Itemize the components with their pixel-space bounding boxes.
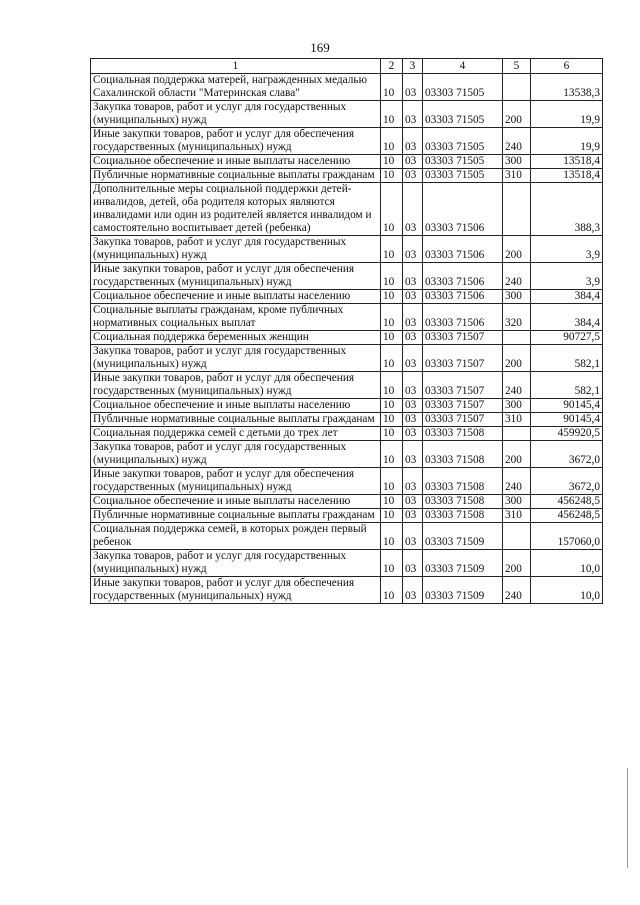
row-subsection-cell: 03 bbox=[403, 345, 423, 372]
row-amount-cell: 582,1 bbox=[531, 345, 603, 372]
row-section-cell: 10 bbox=[381, 74, 403, 101]
row-expense-type-cell: 310 bbox=[503, 169, 531, 183]
row-section-cell: 10 bbox=[381, 427, 403, 441]
row-name-cell: Публичные нормативные социальные выплаты гражданам bbox=[91, 509, 381, 523]
row-expense-type-cell: 300 bbox=[503, 495, 531, 509]
row-subsection-cell: 03 bbox=[403, 372, 423, 399]
table-row bbox=[91, 523, 603, 550]
column-header: 5 bbox=[503, 59, 531, 74]
row-name-cell: Социальная поддержка матерей, награжденных медалью Сахалинской области "Материнская слава" bbox=[91, 74, 381, 101]
row-subsection-cell: 03 bbox=[403, 441, 423, 468]
row-section-cell: 10 bbox=[381, 236, 403, 263]
row-subsection-cell: 03 bbox=[403, 550, 423, 577]
row-target-code-cell: 03303 71508 bbox=[423, 495, 503, 509]
row-name-cell: Публичные нормативные социальные выплаты гражданам bbox=[91, 413, 381, 427]
row-subsection-cell: 03 bbox=[403, 427, 423, 441]
row-subsection-cell: 03 bbox=[403, 413, 423, 427]
row-amount-cell: 13518,4 bbox=[531, 169, 603, 183]
table-row bbox=[91, 155, 603, 169]
row-name-cell: Иные закупки товаров, работ и услуг для обеспечения государственных (муниципальных) нужд bbox=[91, 263, 381, 290]
row-name-cell: Закупка товаров, работ и услуг для государственных (муниципальных) нужд bbox=[91, 236, 381, 263]
table-row bbox=[91, 509, 603, 523]
row-target-code-cell: 03303 71505 bbox=[423, 128, 503, 155]
table-row bbox=[91, 468, 603, 495]
row-section-cell: 10 bbox=[381, 128, 403, 155]
row-target-code-cell: 03303 71509 bbox=[423, 577, 503, 604]
row-section-cell: 10 bbox=[381, 101, 403, 128]
row-subsection-cell: 03 bbox=[403, 399, 423, 413]
row-amount-cell: 384,4 bbox=[531, 290, 603, 304]
table-row bbox=[91, 413, 603, 427]
row-section-cell: 10 bbox=[381, 468, 403, 495]
row-amount-cell: 157060,0 bbox=[531, 523, 603, 550]
row-amount-cell: 90727,5 bbox=[531, 331, 603, 345]
row-section-cell: 10 bbox=[381, 304, 403, 331]
row-target-code-cell: 03303 71506 bbox=[423, 183, 503, 236]
row-expense-type-cell: 310 bbox=[503, 413, 531, 427]
row-section-cell: 10 bbox=[381, 577, 403, 604]
table-row bbox=[91, 236, 603, 263]
table-row bbox=[91, 345, 603, 372]
column-header: 6 bbox=[531, 59, 603, 74]
row-subsection-cell: 03 bbox=[403, 468, 423, 495]
row-amount-cell: 3672,0 bbox=[531, 468, 603, 495]
row-expense-type-cell bbox=[503, 74, 531, 101]
row-name-cell: Социальная поддержка беременных женщин bbox=[91, 331, 381, 345]
table-row bbox=[91, 290, 603, 304]
table-row bbox=[91, 577, 603, 604]
row-subsection-cell: 03 bbox=[403, 183, 423, 236]
row-section-cell: 10 bbox=[381, 331, 403, 345]
row-section-cell: 10 bbox=[381, 550, 403, 577]
row-section-cell: 10 bbox=[381, 399, 403, 413]
row-expense-type-cell: 240 bbox=[503, 468, 531, 495]
page-number: 169 bbox=[310, 40, 330, 55]
row-expense-type-cell: 300 bbox=[503, 399, 531, 413]
row-amount-cell: 13518,4 bbox=[531, 155, 603, 169]
row-target-code-cell: 03303 71509 bbox=[423, 550, 503, 577]
column-header: 1 bbox=[91, 59, 381, 74]
row-amount-cell: 90145,4 bbox=[531, 413, 603, 427]
row-expense-type-cell: 200 bbox=[503, 236, 531, 263]
table-row bbox=[91, 372, 603, 399]
row-expense-type-cell bbox=[503, 523, 531, 550]
table-row bbox=[91, 331, 603, 345]
row-expense-type-cell: 200 bbox=[503, 345, 531, 372]
row-expense-type-cell bbox=[503, 183, 531, 236]
row-name-cell: Закупка товаров, работ и услуг для государственных (муниципальных) нужд bbox=[91, 345, 381, 372]
table-row bbox=[91, 183, 603, 236]
row-name-cell: Иные закупки товаров, работ и услуг для обеспечения государственных (муниципальных) нужд bbox=[91, 577, 381, 604]
row-target-code-cell: 03303 71507 bbox=[423, 413, 503, 427]
table-header-row bbox=[91, 59, 603, 74]
row-target-code-cell: 03303 71505 bbox=[423, 169, 503, 183]
row-target-code-cell: 03303 71505 bbox=[423, 74, 503, 101]
table-row bbox=[91, 495, 603, 509]
row-target-code-cell: 03303 71506 bbox=[423, 236, 503, 263]
row-name-cell: Социальное обеспечение и иные выплаты населению bbox=[91, 290, 381, 304]
column-header: 3 bbox=[403, 59, 423, 74]
row-subsection-cell: 03 bbox=[403, 523, 423, 550]
table-row bbox=[91, 128, 603, 155]
row-section-cell: 10 bbox=[381, 169, 403, 183]
table-row bbox=[91, 441, 603, 468]
row-target-code-cell: 03303 71506 bbox=[423, 263, 503, 290]
row-section-cell: 10 bbox=[381, 183, 403, 236]
row-section-cell: 10 bbox=[381, 441, 403, 468]
row-amount-cell: 459920,5 bbox=[531, 427, 603, 441]
row-expense-type-cell: 240 bbox=[503, 577, 531, 604]
column-header: 2 bbox=[381, 59, 403, 74]
table-row bbox=[91, 101, 603, 128]
row-subsection-cell: 03 bbox=[403, 74, 423, 101]
row-section-cell: 10 bbox=[381, 509, 403, 523]
row-subsection-cell: 03 bbox=[403, 128, 423, 155]
row-name-cell: Социальные выплаты гражданам, кроме публичных нормативных социальных выплат bbox=[91, 304, 381, 331]
row-name-cell: Социальное обеспечение и иные выплаты населению bbox=[91, 399, 381, 413]
row-subsection-cell: 03 bbox=[403, 331, 423, 345]
row-name-cell: Закупка товаров, работ и услуг для государственных (муниципальных) нужд bbox=[91, 101, 381, 128]
row-subsection-cell: 03 bbox=[403, 304, 423, 331]
row-name-cell: Публичные нормативные социальные выплаты гражданам bbox=[91, 169, 381, 183]
row-expense-type-cell: 200 bbox=[503, 550, 531, 577]
row-amount-cell: 3,9 bbox=[531, 263, 603, 290]
row-section-cell: 10 bbox=[381, 263, 403, 290]
table-row bbox=[91, 304, 603, 331]
row-amount-cell: 3672,0 bbox=[531, 441, 603, 468]
row-section-cell: 10 bbox=[381, 523, 403, 550]
row-amount-cell: 388,3 bbox=[531, 183, 603, 236]
row-amount-cell: 10,0 bbox=[531, 550, 603, 577]
table-row bbox=[91, 169, 603, 183]
row-name-cell: Социальная поддержка семей, в которых рожден первый ребенок bbox=[91, 523, 381, 550]
row-subsection-cell: 03 bbox=[403, 169, 423, 183]
row-amount-cell: 19,9 bbox=[531, 128, 603, 155]
row-subsection-cell: 03 bbox=[403, 263, 423, 290]
row-target-code-cell: 03303 71506 bbox=[423, 304, 503, 331]
row-subsection-cell: 03 bbox=[403, 101, 423, 128]
row-target-code-cell: 03303 71507 bbox=[423, 399, 503, 413]
row-amount-cell: 19,9 bbox=[531, 101, 603, 128]
row-expense-type-cell: 240 bbox=[503, 263, 531, 290]
row-subsection-cell: 03 bbox=[403, 236, 423, 263]
row-expense-type-cell: 300 bbox=[503, 155, 531, 169]
row-expense-type-cell: 200 bbox=[503, 101, 531, 128]
row-target-code-cell: 03303 71507 bbox=[423, 345, 503, 372]
row-section-cell: 10 bbox=[381, 413, 403, 427]
row-subsection-cell: 03 bbox=[403, 495, 423, 509]
row-amount-cell: 10,0 bbox=[531, 577, 603, 604]
column-header: 4 bbox=[423, 59, 503, 74]
table-row bbox=[91, 399, 603, 413]
table-body bbox=[91, 74, 603, 604]
row-target-code-cell: 03303 71507 bbox=[423, 372, 503, 399]
row-subsection-cell: 03 bbox=[403, 290, 423, 304]
row-expense-type-cell: 310 bbox=[503, 509, 531, 523]
row-name-cell: Иные закупки товаров, работ и услуг для обеспечения государственных (муниципальных) нужд bbox=[91, 128, 381, 155]
row-name-cell: Закупка товаров, работ и услуг для государственных (муниципальных) нужд bbox=[91, 550, 381, 577]
row-subsection-cell: 03 bbox=[403, 509, 423, 523]
row-expense-type-cell: 240 bbox=[503, 128, 531, 155]
row-expense-type-cell: 320 bbox=[503, 304, 531, 331]
row-section-cell: 10 bbox=[381, 345, 403, 372]
row-expense-type-cell bbox=[503, 427, 531, 441]
table-row bbox=[91, 263, 603, 290]
row-target-code-cell: 03303 71509 bbox=[423, 523, 503, 550]
row-section-cell: 10 bbox=[381, 372, 403, 399]
row-name-cell: Закупка товаров, работ и услуг для государственных (муниципальных) нужд bbox=[91, 441, 381, 468]
row-name-cell: Социальное обеспечение и иные выплаты населению bbox=[91, 495, 381, 509]
row-expense-type-cell: 300 bbox=[503, 290, 531, 304]
row-amount-cell: 3,9 bbox=[531, 236, 603, 263]
row-subsection-cell: 03 bbox=[403, 155, 423, 169]
row-section-cell: 10 bbox=[381, 495, 403, 509]
row-target-code-cell: 03303 71508 bbox=[423, 427, 503, 441]
row-target-code-cell: 03303 71508 bbox=[423, 468, 503, 495]
row-amount-cell: 582,1 bbox=[531, 372, 603, 399]
row-amount-cell: 13538,3 bbox=[531, 74, 603, 101]
row-name-cell: Иные закупки товаров, работ и услуг для обеспечения государственных (муниципальных) нужд bbox=[91, 468, 381, 495]
row-target-code-cell: 03303 71506 bbox=[423, 290, 503, 304]
row-expense-type-cell: 200 bbox=[503, 441, 531, 468]
row-name-cell: Социальное обеспечение и иные выплаты населению bbox=[91, 155, 381, 169]
row-expense-type-cell bbox=[503, 331, 531, 345]
row-name-cell: Социальная поддержка семей с детьми до трех лет bbox=[91, 427, 381, 441]
row-name-cell: Иные закупки товаров, работ и услуг для обеспечения государственных (муниципальных) нужд bbox=[91, 372, 381, 399]
row-expense-type-cell: 240 bbox=[503, 372, 531, 399]
row-amount-cell: 90145,4 bbox=[531, 399, 603, 413]
row-subsection-cell: 03 bbox=[403, 577, 423, 604]
row-amount-cell: 456248,5 bbox=[531, 509, 603, 523]
scan-edge-mark bbox=[627, 768, 628, 868]
row-target-code-cell: 03303 71508 bbox=[423, 441, 503, 468]
row-target-code-cell: 03303 71508 bbox=[423, 509, 503, 523]
row-target-code-cell: 03303 71507 bbox=[423, 331, 503, 345]
row-target-code-cell: 03303 71505 bbox=[423, 155, 503, 169]
budget-table bbox=[90, 58, 603, 604]
row-name-cell: Дополнительные меры социальной поддержки детей-инвалидов, детей, оба родителя которых являются инвалидами или один из родителей является инвалидом и самостоятельно воспитывает детей (ребенка) bbox=[91, 183, 381, 236]
table-row bbox=[91, 74, 603, 101]
row-section-cell: 10 bbox=[381, 155, 403, 169]
row-section-cell: 10 bbox=[381, 290, 403, 304]
table-row bbox=[91, 550, 603, 577]
row-amount-cell: 384,4 bbox=[531, 304, 603, 331]
table-row bbox=[91, 427, 603, 441]
row-amount-cell: 456248,5 bbox=[531, 495, 603, 509]
row-target-code-cell: 03303 71505 bbox=[423, 101, 503, 128]
